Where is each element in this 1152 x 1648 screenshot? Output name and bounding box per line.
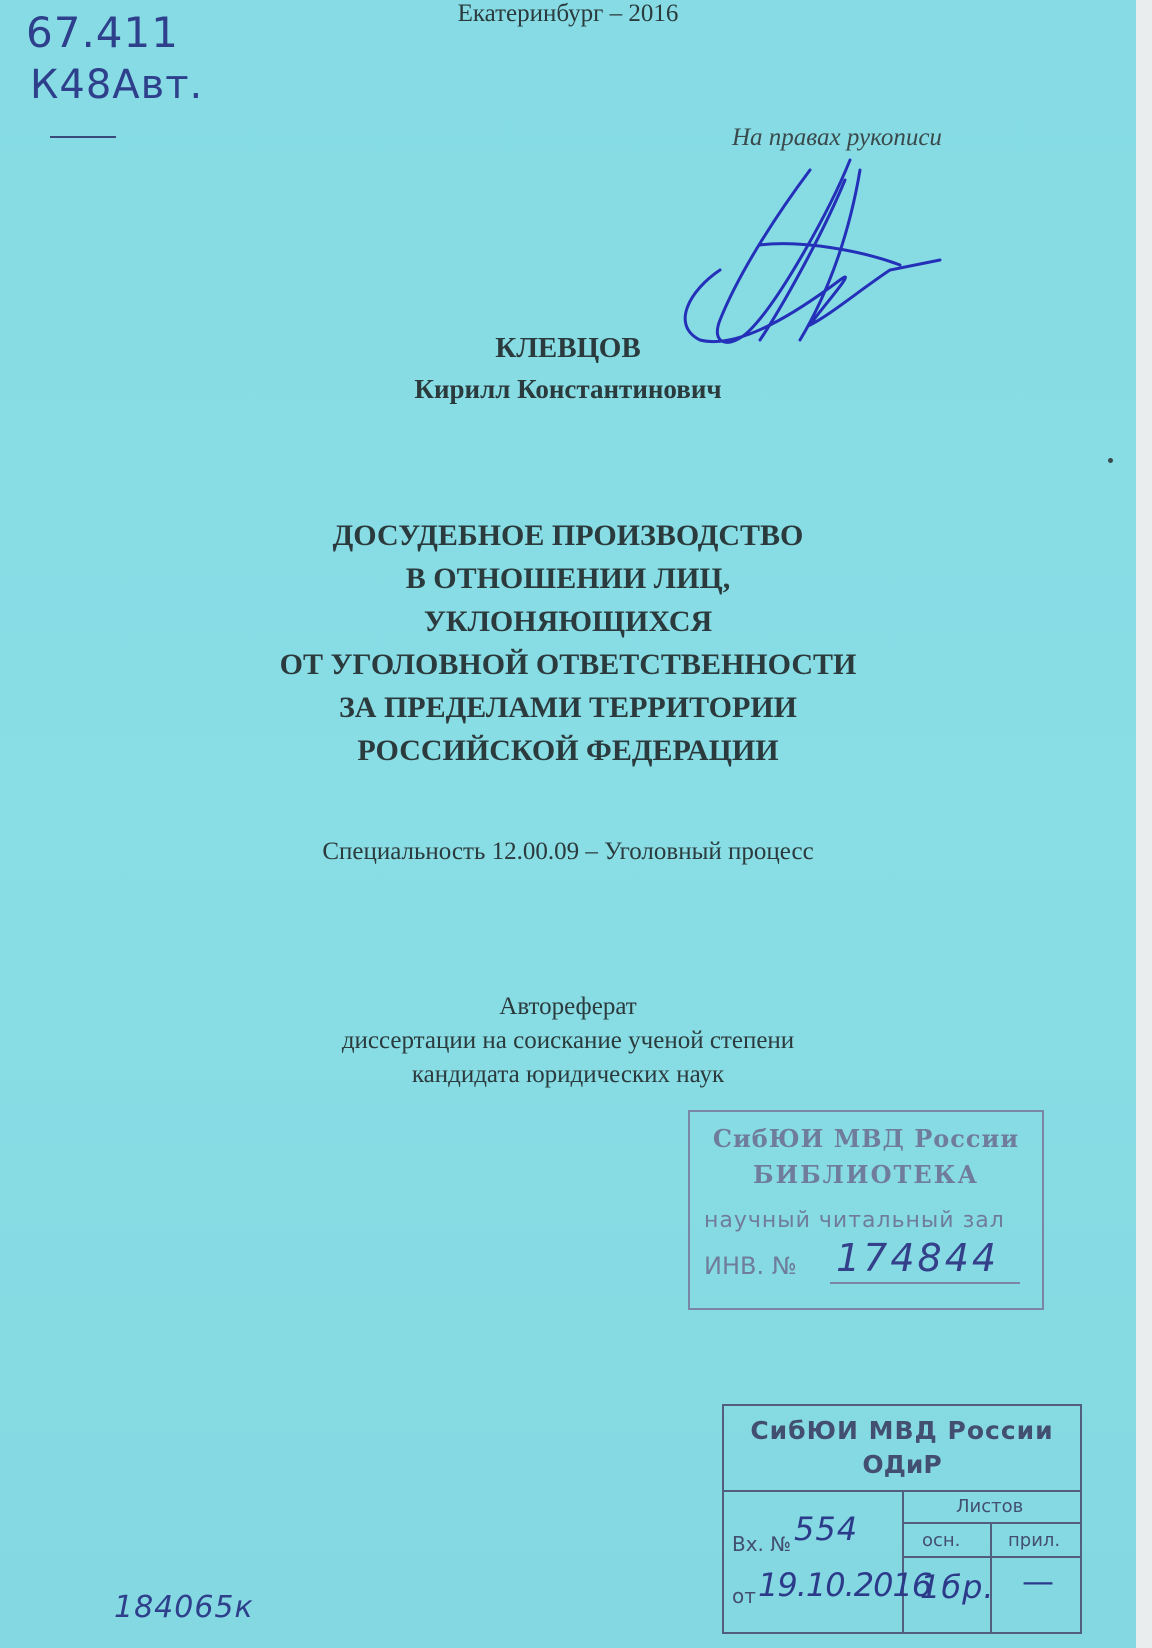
title-line: В ОТНОШЕНИИ ЛИЦ,: [405, 562, 731, 595]
library-stamp-line1: СибЮИ МВД России: [712, 1124, 1020, 1153]
dissertation-title: [0, 514, 1136, 772]
registry-date: 19.10.2016: [758, 1566, 932, 1604]
inventory-underline: [830, 1282, 1020, 1284]
title-line: УКЛОНЯЮЩИХСЯ: [423, 605, 713, 638]
scan-edge: [1136, 0, 1152, 1648]
incoming-label: Вх. №: [732, 1532, 792, 1556]
author-surname: КЛЕВЦОВ: [495, 332, 641, 364]
sheets-label: Листов: [956, 1496, 1024, 1517]
author-given-names: Кирилл Константинович: [414, 374, 722, 404]
main-sheets-count: 1бр.: [920, 1568, 995, 1606]
stamp-divider: [902, 1556, 1080, 1558]
handwritten-bottom-number: 184065к: [114, 1590, 254, 1625]
call-number-underline: [50, 136, 116, 138]
speck: [1108, 458, 1113, 463]
attach-sheets-count: —: [1022, 1562, 1054, 1600]
abstract-line3: кандидата юридических наук: [411, 1061, 725, 1088]
main-sheets-label: осн.: [922, 1530, 961, 1551]
registry-stamp-line2: ОДиР: [862, 1450, 942, 1479]
library-stamp: [688, 1110, 1044, 1310]
title-line: ЗА ПРЕДЕЛАМИ ТЕРРИТОРИИ: [338, 691, 798, 724]
attach-sheets-label: прил.: [1008, 1530, 1061, 1551]
registry-stamp: [722, 1404, 1082, 1634]
title-line: ОТ УГОЛОВНОЙ ОТВЕТСТВЕННОСТИ: [279, 648, 857, 681]
library-stamp-line3: научный читальный зал: [704, 1208, 1005, 1233]
title-line: ДОСУДЕБНОЕ ПРОИЗВОДСТВО: [332, 519, 804, 552]
abstract-line2: диссертации на соискание ученой степени: [341, 1027, 795, 1054]
incoming-number: 554: [794, 1510, 859, 1548]
inventory-number: 174844: [836, 1236, 1000, 1280]
call-number-line1: 67.411: [26, 8, 179, 57]
call-number-line2: К48Авт.: [30, 62, 204, 108]
specialty: Специальность 12.00.09 – Уголовный процесс: [322, 838, 814, 865]
library-stamp-line2: БИБЛИОТЕКА: [752, 1160, 980, 1189]
rights-note: На правах рукописи: [732, 124, 942, 151]
from-label: от: [732, 1584, 756, 1608]
registry-stamp-line1: СибЮИ МВД России: [750, 1416, 1054, 1445]
inventory-label: ИНВ. №: [704, 1252, 797, 1280]
abstract-line1: Автореферат: [499, 993, 637, 1020]
title-line: РОССИЙСКОЙ ФЕДЕРАЦИИ: [357, 734, 779, 767]
signature-image: [660, 150, 960, 360]
stamp-divider: [902, 1490, 904, 1632]
abstract-description: [0, 990, 1136, 1092]
city-year: Екатеринбург – 2016: [457, 0, 679, 27]
stamp-divider: [902, 1522, 1080, 1524]
